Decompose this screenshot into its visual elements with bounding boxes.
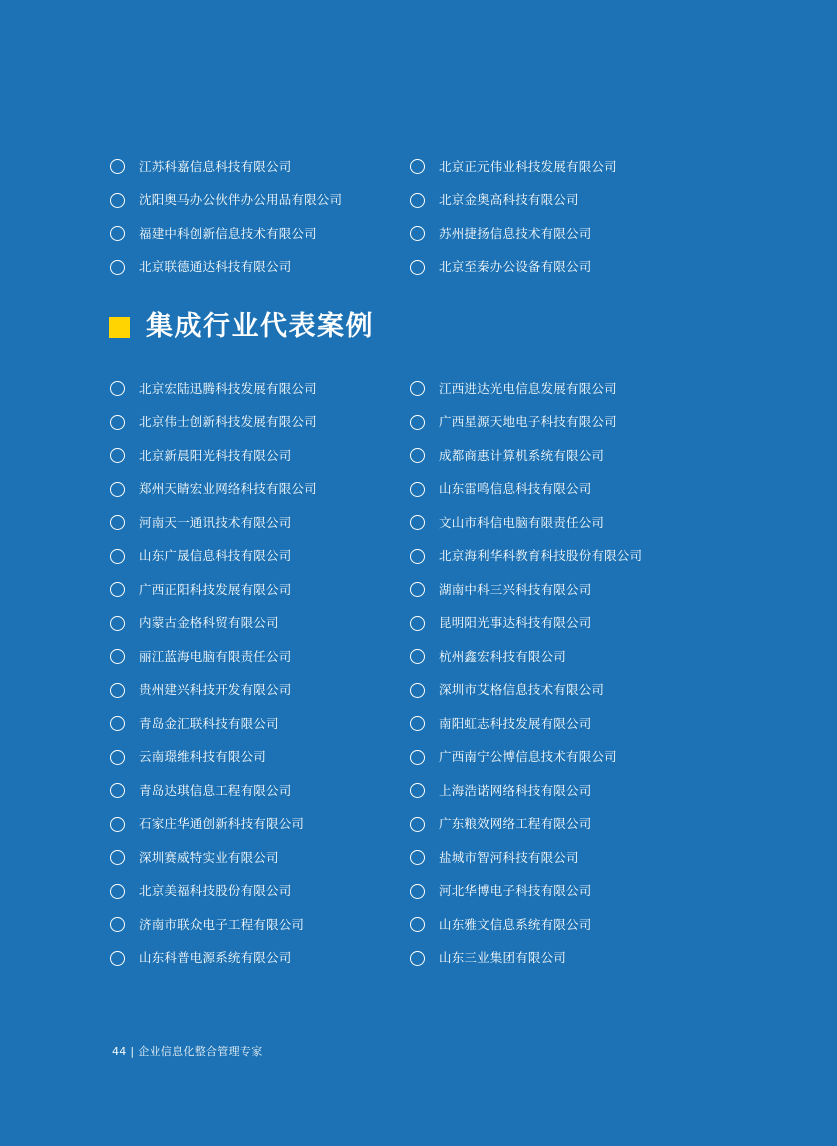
- circle-bullet-icon: [410, 649, 425, 664]
- circle-bullet-icon: [110, 448, 125, 463]
- company-name: 苏州捷扬信息技术有限公司: [439, 225, 592, 241]
- company-name: 北京至秦办公设备有限公司: [439, 259, 592, 275]
- circle-bullet-icon: [110, 783, 125, 798]
- company-name: 青岛金汇联科技有限公司: [139, 715, 279, 731]
- list-item: [410, 808, 710, 842]
- circle-bullet-icon: [410, 817, 425, 832]
- circle-bullet-icon: [410, 515, 425, 530]
- company-name: 北京宏陆迅腾科技发展有限公司: [139, 380, 317, 396]
- company-name: 深圳市艾格信息技术有限公司: [439, 682, 605, 698]
- list-item: [410, 217, 710, 251]
- circle-bullet-icon: [110, 159, 125, 174]
- list-item: [110, 473, 410, 507]
- list-item: [410, 506, 710, 540]
- list-item: [110, 217, 410, 251]
- list-item: [110, 808, 410, 842]
- company-name: 山东科普电源系统有限公司: [139, 950, 292, 966]
- circle-bullet-icon: [110, 649, 125, 664]
- company-name: 北京伟士创新科技发展有限公司: [139, 414, 317, 430]
- company-list-top: [110, 150, 730, 284]
- company-name: 上海浩诺网络科技有限公司: [439, 782, 592, 798]
- circle-bullet-icon: [410, 381, 425, 396]
- list-item: [410, 942, 710, 976]
- list-item: [110, 942, 410, 976]
- company-name: 内蒙古金格科贸有限公司: [139, 615, 279, 631]
- circle-bullet-icon: [110, 917, 125, 932]
- company-name: 福建中科创新信息技术有限公司: [139, 225, 317, 241]
- list-item: [410, 439, 710, 473]
- circle-bullet-icon: [110, 193, 125, 208]
- company-name: 广西星源天地电子科技有限公司: [439, 414, 617, 430]
- list-item: [110, 674, 410, 708]
- company-list-section: [110, 372, 730, 975]
- circle-bullet-icon: [110, 850, 125, 865]
- company-name: 北京海利华科教育科技股份有限公司: [439, 548, 643, 564]
- company-name: 湖南中科三兴科技有限公司: [439, 581, 592, 597]
- list-item: [110, 184, 410, 218]
- circle-bullet-icon: [110, 817, 125, 832]
- list-item: [410, 841, 710, 875]
- company-name: 贵州建兴科技开发有限公司: [139, 682, 292, 698]
- circle-bullet-icon: [410, 226, 425, 241]
- list-item: [410, 184, 710, 218]
- circle-bullet-icon: [410, 783, 425, 798]
- circle-bullet-icon: [410, 193, 425, 208]
- circle-bullet-icon: [110, 381, 125, 396]
- list-item: [410, 540, 710, 574]
- list-item: [410, 150, 710, 184]
- section-title: 集成行业代表案例: [146, 311, 374, 342]
- company-name: 沈阳奥马办公伙伴办公用品有限公司: [139, 192, 343, 208]
- list-item: [110, 406, 410, 440]
- circle-bullet-icon: [410, 884, 425, 899]
- circle-bullet-icon: [410, 448, 425, 463]
- list-item: [110, 150, 410, 184]
- square-marker-icon: [109, 317, 130, 338]
- list-item: [110, 372, 410, 406]
- circle-bullet-icon: [110, 260, 125, 275]
- company-name: 山东三业集团有限公司: [439, 950, 567, 966]
- circle-bullet-icon: [410, 716, 425, 731]
- list-item: [410, 707, 710, 741]
- list-item: [110, 707, 410, 741]
- list-item: [110, 573, 410, 607]
- list-item: [110, 540, 410, 574]
- circle-bullet-icon: [410, 260, 425, 275]
- list-item: [110, 439, 410, 473]
- circle-bullet-icon: [410, 616, 425, 631]
- company-name: 丽江蓝海电脑有限责任公司: [139, 648, 292, 664]
- company-name: 江西进达光电信息发展有限公司: [439, 380, 617, 396]
- company-name: 昆明阳光事达科技有限公司: [439, 615, 592, 631]
- list-item: [110, 841, 410, 875]
- circle-bullet-icon: [110, 951, 125, 966]
- circle-bullet-icon: [110, 515, 125, 530]
- company-name: 文山市科信电脑有限责任公司: [439, 514, 605, 530]
- company-name: 云南璟维科技有限公司: [139, 749, 267, 765]
- section-heading: [109, 312, 730, 342]
- list-item: [410, 406, 710, 440]
- list-item: [110, 640, 410, 674]
- circle-bullet-icon: [110, 750, 125, 765]
- list-item: [410, 875, 710, 909]
- circle-bullet-icon: [110, 415, 125, 430]
- circle-bullet-icon: [110, 616, 125, 631]
- page-footer: 44 | 企业信息化整合管理专家: [112, 1045, 263, 1058]
- circle-bullet-icon: [410, 683, 425, 698]
- company-name: 山东雅文信息系统有限公司: [439, 916, 592, 932]
- list-item: [410, 908, 710, 942]
- list-item: [410, 372, 710, 406]
- company-name: 盐城市智河科技有限公司: [439, 849, 579, 865]
- circle-bullet-icon: [410, 549, 425, 564]
- company-name: 济南市联众电子工程有限公司: [139, 916, 305, 932]
- company-name: 石家庄华通创新科技有限公司: [139, 816, 305, 832]
- list-item: [410, 774, 710, 808]
- circle-bullet-icon: [110, 884, 125, 899]
- company-name: 山东雷鸣信息科技有限公司: [439, 481, 592, 497]
- company-name: 北京金奥高科技有限公司: [439, 192, 579, 208]
- company-name: 北京正元伟业科技发展有限公司: [439, 158, 617, 174]
- list-item: [110, 875, 410, 909]
- circle-bullet-icon: [410, 917, 425, 932]
- list-item: [410, 741, 710, 775]
- page-content: [110, 150, 730, 975]
- company-name: 河南天一通讯技术有限公司: [139, 514, 292, 530]
- company-name: 广西正阳科技发展有限公司: [139, 581, 292, 597]
- list-item: [410, 473, 710, 507]
- company-name: 江苏科嘉信息科技有限公司: [139, 158, 292, 174]
- circle-bullet-icon: [110, 716, 125, 731]
- company-name: 广东粮效网络工程有限公司: [439, 816, 592, 832]
- circle-bullet-icon: [410, 482, 425, 497]
- circle-bullet-icon: [110, 683, 125, 698]
- company-name: 郑州天睛宏业网络科技有限公司: [139, 481, 317, 497]
- circle-bullet-icon: [110, 482, 125, 497]
- list-item: [110, 607, 410, 641]
- list-item: [110, 251, 410, 285]
- company-name: 杭州鑫宏科技有限公司: [439, 648, 567, 664]
- company-name: 成都商惠计算机系统有限公司: [439, 447, 605, 463]
- circle-bullet-icon: [110, 226, 125, 241]
- company-name: 北京联德通达科技有限公司: [139, 259, 292, 275]
- circle-bullet-icon: [410, 159, 425, 174]
- circle-bullet-icon: [410, 582, 425, 597]
- company-name: 北京新晨阳光科技有限公司: [139, 447, 292, 463]
- company-name: 南阳虹志科技发展有限公司: [439, 715, 592, 731]
- company-name: 深圳赛威特实业有限公司: [139, 849, 279, 865]
- circle-bullet-icon: [410, 850, 425, 865]
- list-item: [110, 506, 410, 540]
- circle-bullet-icon: [410, 951, 425, 966]
- list-item: [410, 607, 710, 641]
- circle-bullet-icon: [410, 750, 425, 765]
- list-item: [110, 741, 410, 775]
- company-name: 北京美福科技股份有限公司: [139, 883, 292, 899]
- list-item: [410, 573, 710, 607]
- list-item: [410, 674, 710, 708]
- company-name: 广西南宁公博信息技术有限公司: [439, 749, 617, 765]
- circle-bullet-icon: [410, 415, 425, 430]
- list-item: [110, 908, 410, 942]
- list-item: [110, 774, 410, 808]
- company-name: 河北华博电子科技有限公司: [439, 883, 592, 899]
- circle-bullet-icon: [110, 549, 125, 564]
- list-item: [410, 251, 710, 285]
- company-name: 山东广晟信息科技有限公司: [139, 548, 292, 564]
- circle-bullet-icon: [110, 582, 125, 597]
- list-item: [410, 640, 710, 674]
- company-name: 青岛达琪信息工程有限公司: [139, 782, 292, 798]
